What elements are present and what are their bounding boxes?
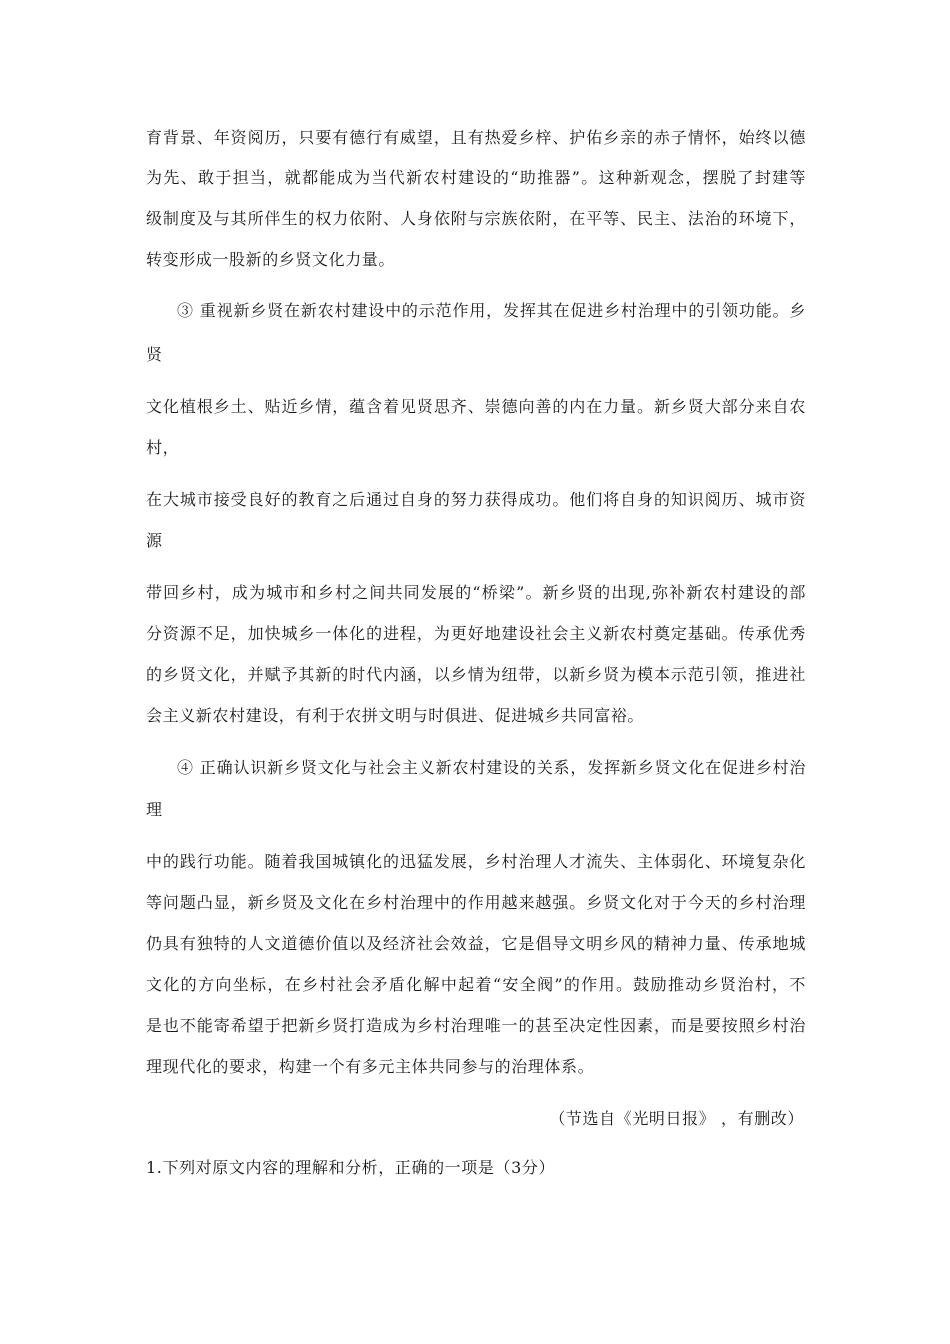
- paragraph-3-line: 贤: [146, 345, 163, 364]
- paragraph-2-line: 为先、敢于担当，就都能成为当代新农村建设的“助推器”。这种新观念，摆脱了封建等: [146, 168, 806, 187]
- paragraph-4-line: 等问题凸显，新乡贤及文化在乡村治理中的作用越来越强。乡贤文化对于今天的乡村治理: [146, 893, 806, 912]
- paragraph-4-line: ④ 正确认识新乡贤文化与社会主义新农村建设的关系，发挥新乡贤文化在促进乡村治: [177, 758, 806, 777]
- paragraph-2-line: 转变形成一股新的乡贤文化力量。: [146, 250, 396, 269]
- paragraph-3-line: 分资源不足，加快城乡一体化的进程，为更好地建设社会主义新农村奠定基础。传承优秀: [146, 624, 806, 643]
- question-1: 1.下列对原文内容的理解和分析，正确的一项是（3分）: [146, 1158, 556, 1177]
- paragraph-3-line: 村，: [146, 438, 180, 457]
- paragraph-4-line: 中的践行功能。随着我国城镇化的迅猛发展，乡村治理人才流失、主体弱化、环境复杂化: [146, 852, 806, 871]
- paragraph-4-line: 是也不能寄希望于把新乡贤打造成为乡村治理唯一的甚至决定性因素，而是要按照乡村治: [146, 1016, 806, 1035]
- paragraph-3-line: 源: [146, 531, 163, 550]
- paragraph-3-line: 带回乡村，成为城市和乡村之间共同发展的“桥梁”。新乡贤的出现,弥补新农村建设的部: [146, 583, 806, 602]
- paragraph-2-line: 育背景、年资阅历，只要有德行有威望，且有热爱乡梓、护佑乡亲的赤子情怀，始终以德: [146, 128, 806, 147]
- paragraph-3-line: 文化植根乡土、贴近乡情，蕴含着见贤思齐、崇德向善的内在力量。新乡贤大部分来自农: [146, 397, 806, 416]
- source-note: （节选自《光明日报》 ，有删改）: [549, 1109, 804, 1128]
- paragraph-4-line: 仍具有独特的人文道德价值以及经济社会效益，它是倡导文明乡风的精神力量、传承地城: [146, 934, 806, 953]
- paragraph-4-line: 理: [146, 800, 163, 819]
- paragraph-3-line: ③ 重视新乡贤在新农村建设中的示范作用，发挥其在促进乡村治理中的引领功能。乡: [177, 301, 806, 320]
- paragraph-4-line: 理现代化的要求，构建一个有多元主体共同参与的治理体系。: [146, 1057, 595, 1076]
- paragraph-3-line: 在大城市接受良好的教育之后通过自身的努力获得成功。他们将自身的知识阅历、城市资: [146, 490, 806, 509]
- paragraph-3-line: 会主义新农村建设，有利于农拼文明与时俱进、促进城乡共同富裕。: [146, 706, 645, 725]
- paragraph-4-line: 文化的方向坐标，在乡村社会矛盾化解中起着“安全阀”的作用。鼓励推动乡贤治村，不: [146, 975, 806, 994]
- paragraph-3-line: 的乡贤文化，并赋予其新的时代内涵，以乡情为纽带，以新乡贤为模本示范引领，推进社: [146, 665, 806, 684]
- paragraph-2-line: 级制度及与其所伴生的权力依附、人身依附与宗族依附，在平等、民主、法治的环境下，: [146, 209, 806, 228]
